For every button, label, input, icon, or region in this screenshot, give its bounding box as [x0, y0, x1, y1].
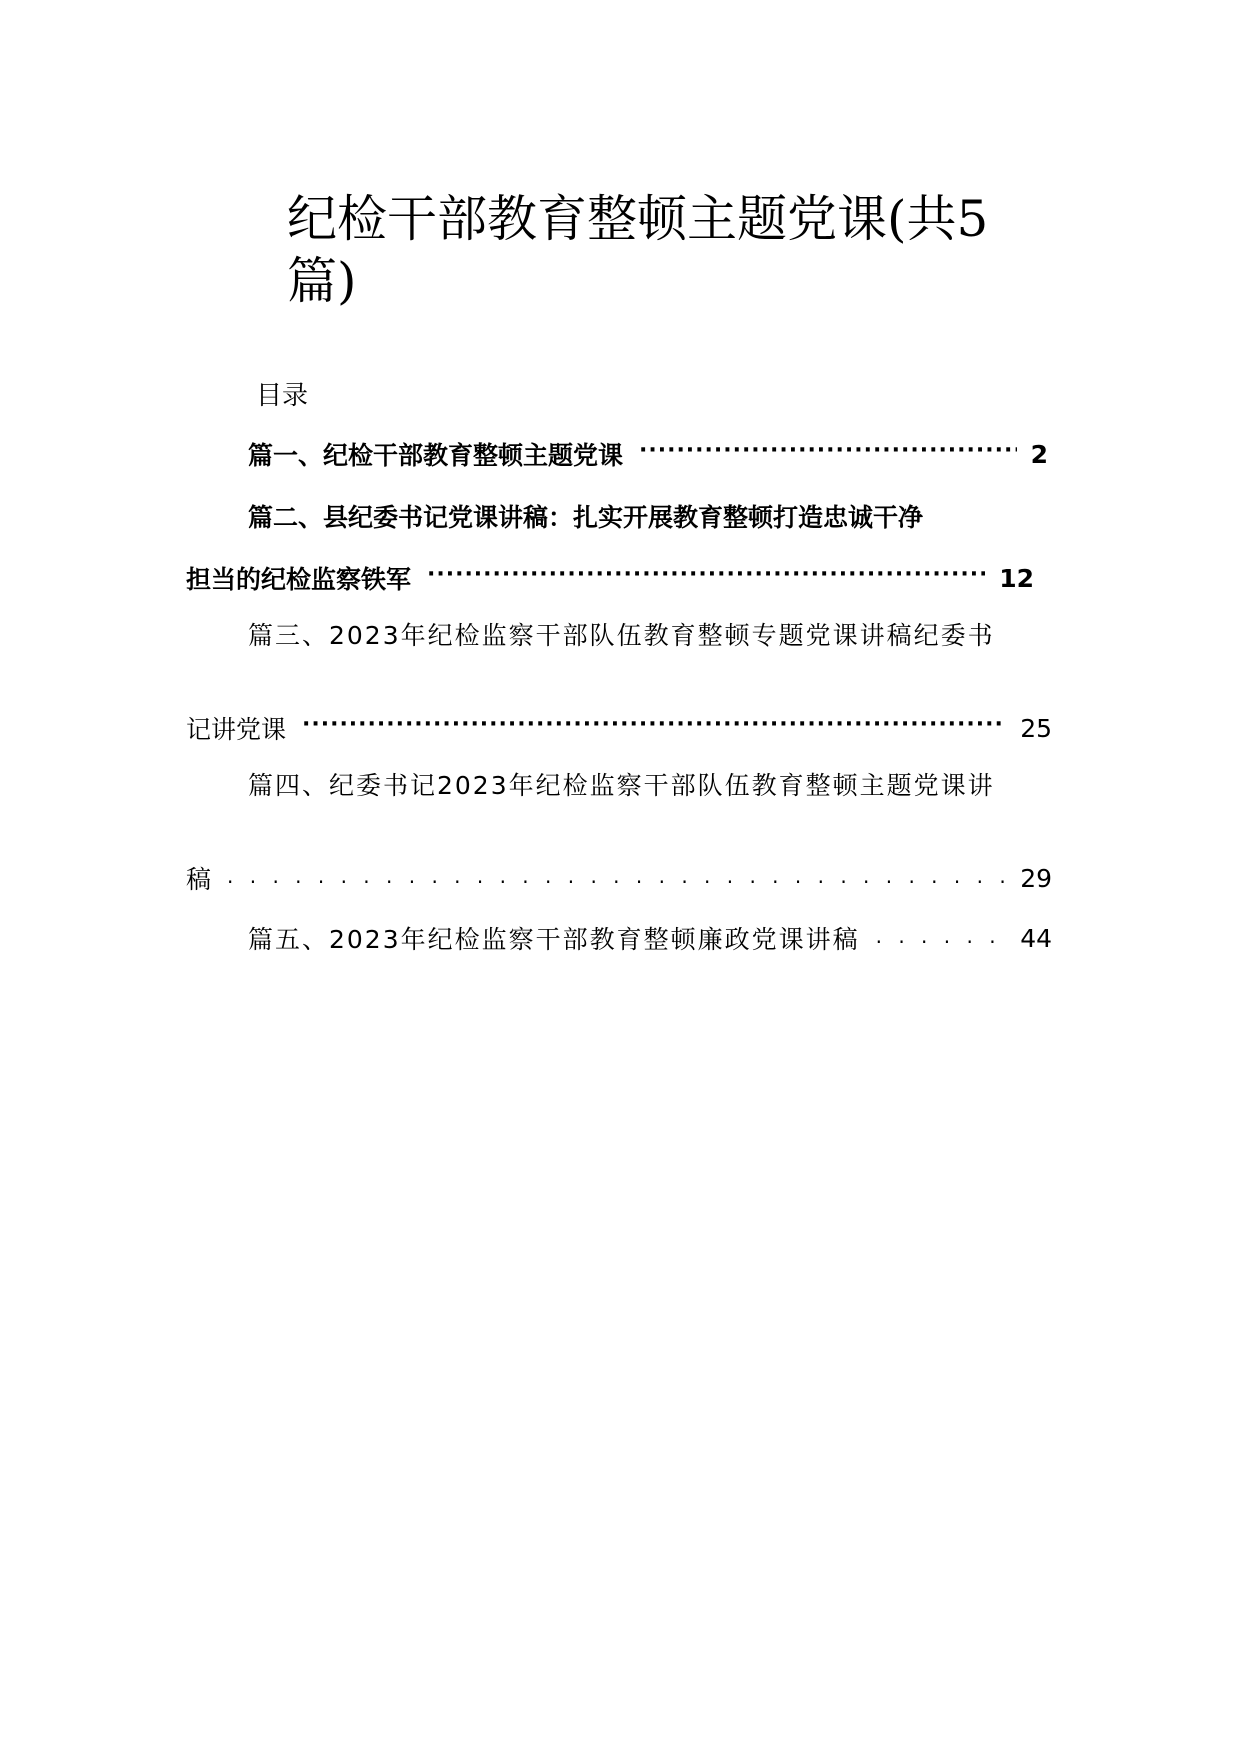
- toc-entry-2-line2[interactable]: [186, 558, 1034, 598]
- toc-entry-5[interactable]: [248, 918, 1052, 958]
- toc-entry-3-line1[interactable]: 篇三、2023年纪检监察干部队伍教育整顿专题党课讲稿纪委书: [248, 621, 995, 650]
- toc-entry-1[interactable]: [248, 434, 1048, 474]
- toc-entry-5-page: 44: [1020, 923, 1052, 953]
- toc-heading: 目录: [256, 381, 309, 411]
- toc-leader: [227, 858, 1006, 898]
- toc-entry-1-text: 篇一、纪检干部教育整顿主题党课: [248, 441, 624, 470]
- toc-entry-3-text-line2: 记讲党课: [186, 715, 287, 744]
- toc-leader: [639, 434, 1017, 474]
- toc-entry-2-line1[interactable]: [248, 496, 1048, 536]
- toc-entry-1-page: 2: [1030, 439, 1048, 469]
- toc-entry-4-page: 29: [1020, 863, 1052, 893]
- document-title: 纪检干部教育整顿主题党课(共5篇): [287, 190, 989, 310]
- toc-leader: [302, 708, 1006, 748]
- toc-leader: [876, 918, 1007, 958]
- toc-leader: [427, 558, 985, 598]
- toc-entry-4-line1[interactable]: 篇四、纪委书记2023年纪检监察干部队伍教育整顿主题党课讲: [248, 771, 995, 800]
- toc-entry-2-page: 12: [999, 563, 1034, 593]
- toc-entry-3-line2[interactable]: [186, 708, 1052, 748]
- toc-entry-4-text-line2: 稿: [186, 865, 212, 894]
- toc-entry-5-text: 篇五、2023年纪检监察干部教育整顿廉政党课讲稿: [248, 925, 860, 954]
- toc-entry-3-page: 25: [1020, 713, 1052, 743]
- toc-entry-2-text-line2: 担当的纪检监察铁军: [186, 565, 412, 594]
- toc-entry-2-text-line1: 篇二、县纪委书记党课讲稿：扎实开展教育整顿打造忠诚干净: [248, 503, 924, 532]
- toc-entry-4-line2[interactable]: [186, 858, 1052, 898]
